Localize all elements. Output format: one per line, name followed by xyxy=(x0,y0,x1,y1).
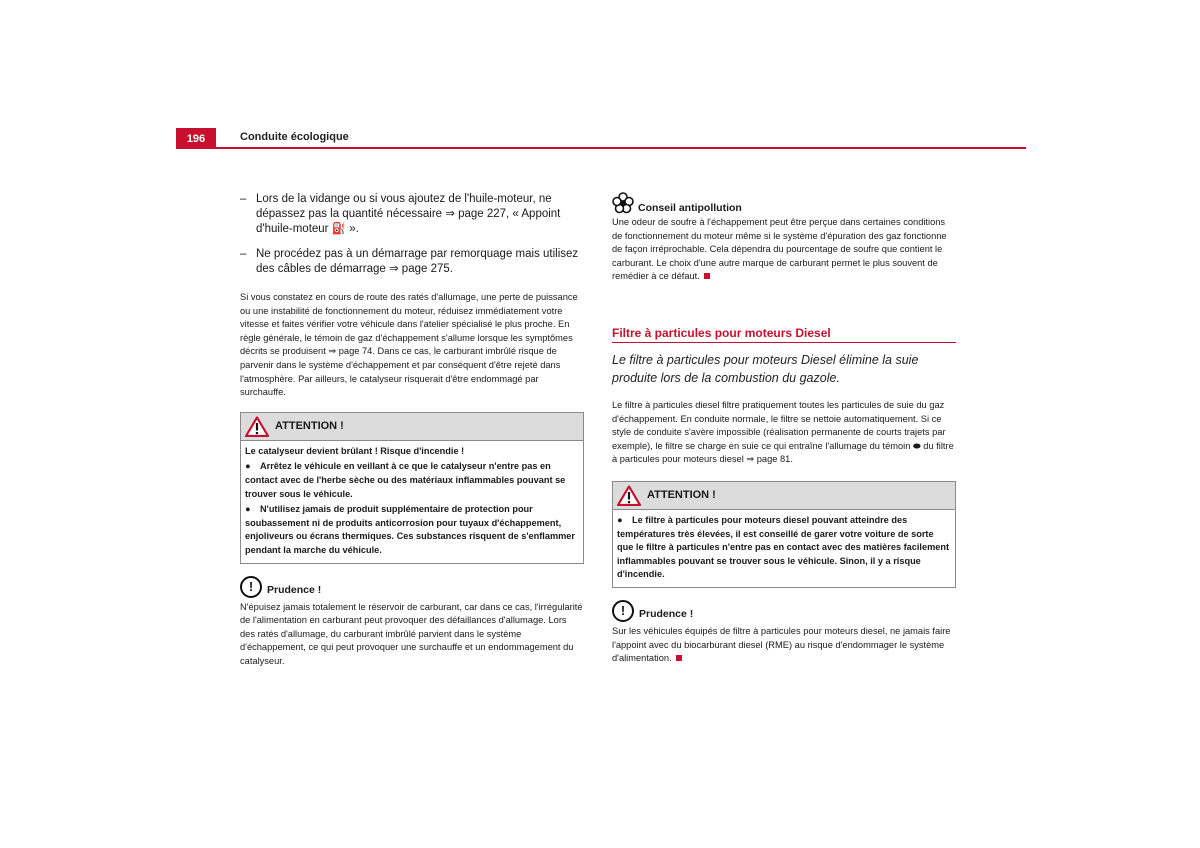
warning-triangle-icon xyxy=(245,416,269,437)
section-title: Filtre à particules pour moteurs Diesel xyxy=(612,326,956,343)
warning-title: ATTENTION ! xyxy=(647,489,716,502)
bullet-icon: ● xyxy=(617,514,623,525)
end-mark-icon xyxy=(676,655,682,661)
caution-header xyxy=(612,600,956,622)
caution-text xyxy=(612,625,956,666)
left-column xyxy=(240,192,584,668)
caution-header xyxy=(240,576,584,598)
section-intro: Le filtre à particules pour moteurs Diesel élimine la suie produite lors de la combustion du gazole. xyxy=(612,352,919,385)
warning-title: ATTENTION ! xyxy=(275,420,344,433)
bullet-icon: ● xyxy=(245,461,251,472)
warning-bullet xyxy=(617,514,951,582)
warning-bullet-text: Le filtre à particules pour moteurs diesel pouvant atteindre des températures très élevées, il est conseillé de garer votre voiture de sorte que le filtre à particules n'entre pas en contact avec des matières facilement inflammables pouvant se trouver sous le véhicule. Sinon, il y a risque d'incendie. xyxy=(617,514,950,580)
warning-triangle-icon xyxy=(617,485,641,506)
dash-marker: – xyxy=(240,248,247,260)
warning-box xyxy=(612,481,956,588)
bullet-icon: ● xyxy=(245,504,251,515)
eco-tip-header xyxy=(612,192,956,214)
eco-tip-title: Conseil antipollution xyxy=(638,202,742,214)
caution-body: Sur les véhicules équipés de filtre à particules pour moteurs diesel, ne jamais faire l'appoint avec du biocarburant diesel (RME) au risque d'endommager le système d'alimentation. xyxy=(612,625,951,664)
list-item xyxy=(240,247,584,277)
end-mark-icon xyxy=(704,273,710,279)
particle-filter-indicator-icon: ⬬ xyxy=(913,440,921,451)
body-paragraph xyxy=(612,399,956,467)
warning-lead: Le catalyseur devient brûlant ! Risque d'incendie ! xyxy=(245,445,465,456)
caution-title: Prudence ! xyxy=(267,583,322,596)
dash-list xyxy=(240,192,584,277)
right-column xyxy=(612,192,956,666)
list-item-text: Ne procédez pas à un démarrage par remorquage mais utilisez des câbles de démarrage ⇒ page 275. xyxy=(256,248,579,275)
list-item xyxy=(240,192,584,237)
caution-text: N'épuisez jamais totalement le réservoir de carburant, car dans ce cas, l'irrégularité de l'alimentation en carburant peut provoquer des défaillances d'allumage. Lors des ratés d'allumage, du carburant imbrûlé parvient dans le système d'échappement, ce qui peut provoquer une surchauffe et un endommagement du catalyseur. xyxy=(240,601,583,666)
chapter-title: Conduite écologique xyxy=(240,131,349,143)
warning-header xyxy=(613,482,955,510)
paragraph-text: Le filtre à particules diesel filtre pratiquement toutes les particules de suie du gaz d'échappement. En conduite normale, le filtre se nettoie automatiquement. Si ce style de conduite s'avère impossible (réalisation permanente de courts trajets par exemple), le filtre se charge en suie ce qui entraîne l'allumage du témoin xyxy=(612,399,946,451)
warning-body xyxy=(613,510,955,587)
warning-box xyxy=(240,412,584,564)
flower-eco-icon xyxy=(612,192,634,214)
exclamation-circle-icon: ! xyxy=(612,600,634,622)
warning-bullet-text: N'utilisez jamais de produit supplémentaire de protection pour soubassement ni de produits anticorrosion pour tuyaux d'échappement, enjoliveurs ou écrans thermiques. Ces substances risquent de s'enflammer pendant la marche du véhicule. xyxy=(245,504,575,555)
dash-marker: – xyxy=(240,193,247,205)
eco-tip-text xyxy=(612,216,956,284)
page-number: 196 xyxy=(176,128,216,149)
eco-tip-body: Une odeur de soufre à l'échappement peut être perçue dans certaines conditions de fonctionnement du moteur même si le système d'épuration des gaz fonctionne de façon irréprochable. Cela dépendra du pourcentage de soufre que contient le carburant. Le choix d'une autre marque de carburant permet le plus souvent de remédier à ce défaut. xyxy=(612,217,947,282)
caution-title: Prudence ! xyxy=(639,607,694,620)
warning-bullet xyxy=(245,460,579,501)
list-item-text: Lors de la vidange ou si vous ajoutez de l'huile-moteur, ne dépassez pas la quantité nécessaire ⇒ page 227, « Appoint d'huile-moteur ⛽ ». xyxy=(256,193,561,235)
warning-bullet-text: Arrêtez le véhicule en veillant à ce que le catalyseur n'entre pas en contact avec de l'herbe sèche ou des matériaux inflammables pouvant se trouver sous le véhicule. xyxy=(245,461,566,499)
warning-header xyxy=(241,413,583,441)
warning-body xyxy=(241,441,583,563)
paragraph-text: du filtre à particules pour moteurs diesel ⇒ page 81. xyxy=(612,440,954,465)
body-paragraph: Si vous constatez en cours de route des ratés d'allumage, une perte de puissance ou une instabilité de fonctionnement du moteur, réduisez immédiatement votre vitesse et faites vérifier votre véhicule dans l'atelier spécialisé le plus proche. En règle générale, le témoin de gaz d'échappement s'allume lorsque les symptômes décrits se produisent ⇒ page 74. Dans ce cas, le carburant imbrûlé risque de parvenir dans le système d'échappement et par conséquent d'être rejeté dans l'atmosphère. Par ailleurs, le catalyseur risquerait d'être endommagé par surchauffe. xyxy=(240,292,578,398)
warning-bullet xyxy=(245,503,579,557)
page-header xyxy=(176,128,1026,149)
exclamation-circle-icon: ! xyxy=(240,576,262,598)
